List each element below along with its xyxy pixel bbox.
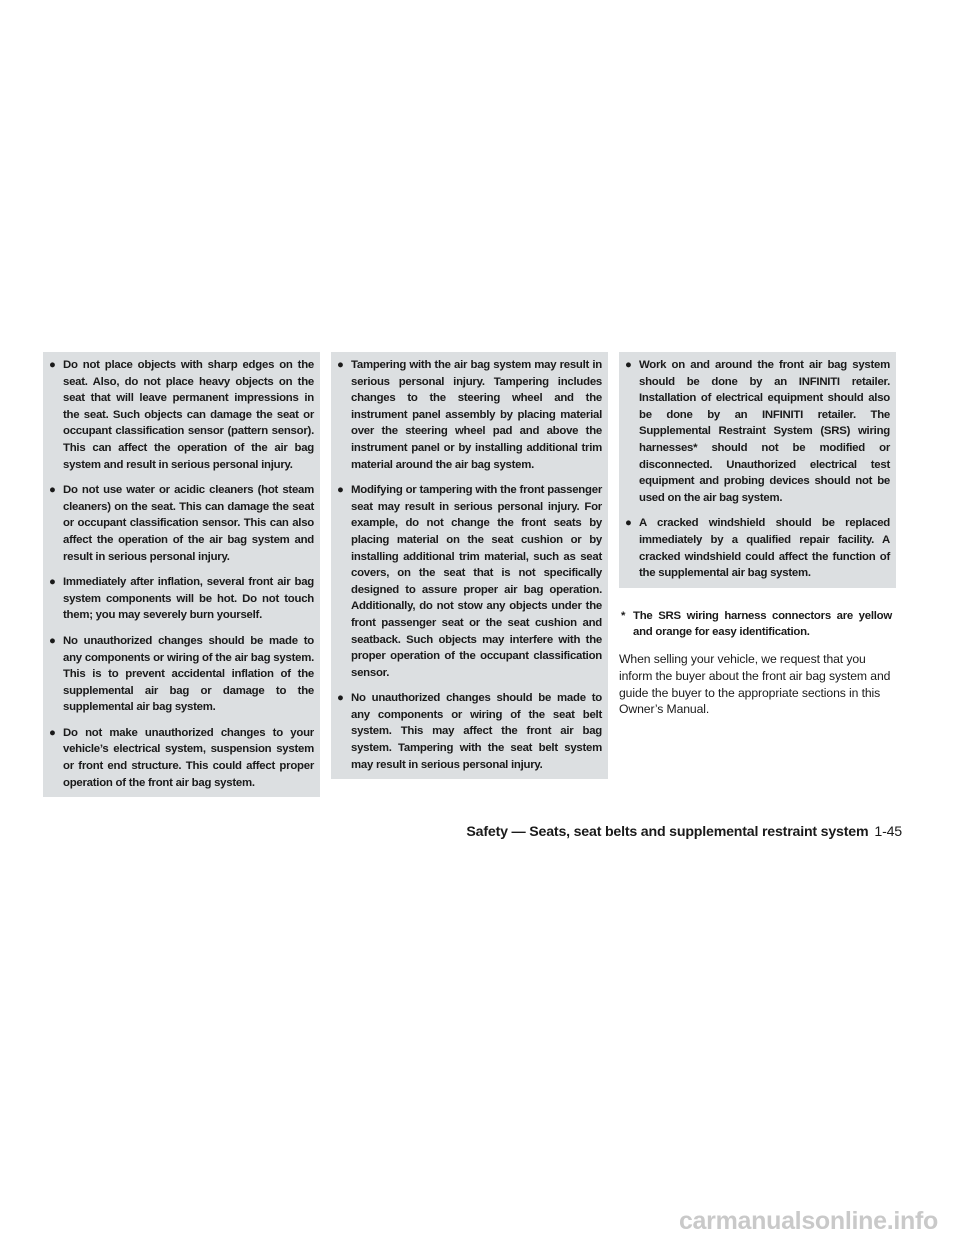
warning-item: ● Tampering with the air bag system may result in serious personal injury. Tampering includes changes to the steering wheel and the instrument panel assembly by placing material over the steering wheel pad and above the instrument panel or by installing additional trim material around the air bag system. [337, 359, 602, 471]
bullet-icon: ● [625, 517, 632, 530]
warning-item: ● Modifying or tampering with the front passenger seat may result in serious personal injury. For example, do not change the front seats by placing material on the seat cushion or by installing additional trim material, such as seat covers, on the seat that is not specifically designed to assure proper air bag operation. Additionally, do not stow any objects under the front passenger seat or the seat cushion and seatback. Such objects may interfere with the proper operation of the occupant classification sensor. [337, 484, 602, 679]
warning-item: ● No unauthorized changes should be made to any components or wiring of the air bag system. This is to prevent accidental inflation of the supplemental air bag or damage to the supplemental air bag system. [49, 634, 314, 714]
warning-item: ● Work on and around the front air bag system should be done by an INFINITI retailer. Installation of electrical equipment should also be done by an INFINITI retailer. The Supplemental Restraint System (SRS) wiring harnesses* should not be modified or disconnected. Unauthorized electrical test equipment and probing devices should not be used on the air bag system. [625, 359, 890, 504]
warning-box-left [43, 352, 320, 797]
warning-box-middle [331, 352, 608, 779]
footnote-text: The SRS wiring harness connectors are yellow and orange for easy identification. [633, 609, 892, 639]
warning-item: ● Do not place objects with sharp edges on the seat. Also, do not place heavy objects on the seat that will leave permanent impressions in the seat. Such objects can damage the seat or occupant classification sensor (pattern sensor). This can affect the operation of the air bag system and result in serious personal injury. [49, 359, 314, 471]
bullet-icon: ● [49, 726, 56, 739]
page-footer [466, 824, 902, 840]
warning-box-right [619, 352, 896, 588]
body-paragraph: When selling your vehicle, we request that you inform the buyer about the front air bag system and guide the buyer to the appropriate sections in this Owner’s Manual. [619, 651, 891, 717]
page-number: 1-45 [874, 824, 902, 840]
bullet-icon: ● [625, 359, 632, 371]
footnote-marker: * [621, 609, 626, 622]
warning-item: ● No unauthorized changes should be made to any components or wiring of the seat belt system. This may affect the front air bag system. Tampering with the seat belt system may result in serious personal injury. [337, 692, 602, 771]
bullet-icon: ● [49, 359, 56, 371]
bullet-icon: ● [49, 634, 56, 647]
footer-section-title: Safety — Seats, seat belts and supplemental restraint system [466, 824, 869, 840]
bullet-icon: ● [337, 692, 344, 705]
bullet-icon: ● [49, 576, 56, 589]
bullet-icon: ● [49, 484, 56, 497]
warning-item: ● Do not make unauthorized changes to your vehicle’s electrical system, suspension system or front end structure. This could affect proper operation of the front air bag system. [49, 726, 314, 789]
warning-item: ● A cracked windshield should be replaced immediately by a qualified repair facility. A cracked windshield could affect the function of the supplemental air bag system. [625, 517, 890, 580]
warning-item: ● Immediately after inflation, several front air bag system components will be hot. Do not touch them; you may severely burn yourself. [49, 576, 314, 622]
warning-item: ● Do not use water or acidic cleaners (hot steam cleaners) on the seat. This can damage the seat or occupant classification sensor. This can also affect the operation of the air bag system and result in serious personal injury. [49, 484, 314, 563]
bullet-icon: ● [337, 359, 344, 371]
footnote [619, 608, 896, 641]
watermark: carmanualsonline.info [678, 1207, 938, 1235]
right-column [619, 352, 896, 718]
bullet-icon: ● [337, 484, 344, 497]
